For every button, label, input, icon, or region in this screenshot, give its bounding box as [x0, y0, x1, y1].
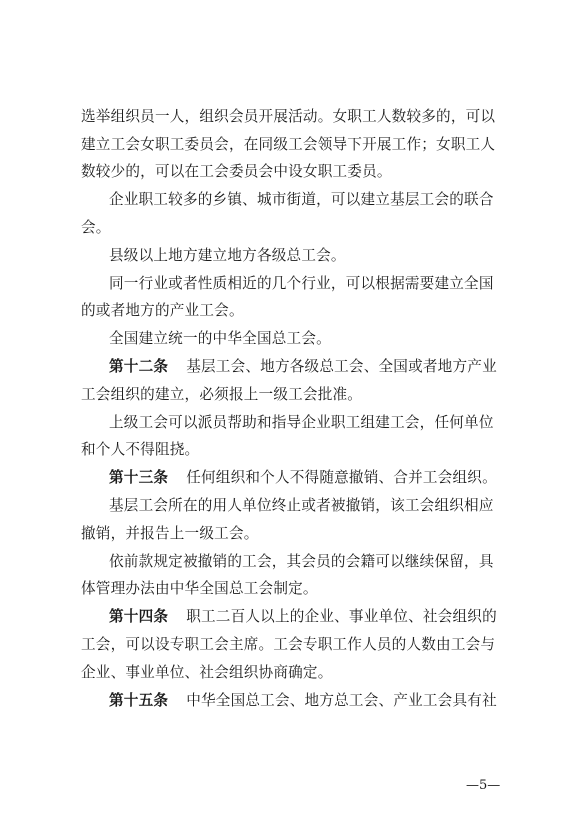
text-line: 体管理办法由中华全国总工会制定。	[81, 580, 318, 597]
text-span: 中华全国总工会、地方总工会、产业工会具有社	[186, 692, 497, 709]
article-14-heading: 第十四条	[109, 608, 169, 625]
text-line: 企业、事业单位、社会组织协商确定。	[81, 664, 333, 681]
article-15-line	[109, 692, 511, 710]
article-12-line	[109, 358, 511, 376]
text-span: 基层工会、地方各级总工会、全国或者地方产业	[186, 358, 497, 375]
text-line: 撤销，并报告上一级工会。	[81, 525, 259, 542]
text-span: 职工二百人以上的企业、事业单位、社会组织的	[186, 608, 497, 625]
text-line: 县级以上地方建立地方各级总工会。	[109, 247, 346, 264]
text-line: 基层工会所在的用人单位终止或者被撤销，该工会组织相应	[109, 497, 494, 514]
text-line: 依前款规定被撤销的工会，其会员的会籍可以继续保留，具	[109, 553, 494, 570]
article-15-heading: 第十五条	[109, 692, 169, 709]
text-line: 会。	[81, 219, 111, 236]
text-line: 企业职工较多的乡镇、城市街道，可以建立基层工会的联合	[109, 191, 494, 208]
text-line: 工会组织的建立，必须报上一级工会批准。	[81, 386, 363, 403]
text-line: 同一行业或者性质相近的几个行业，可以根据需要建立全国	[109, 275, 494, 292]
article-13-heading: 第十三条	[109, 469, 169, 486]
text-line: 的或者地方的产业工会。	[81, 302, 244, 319]
text-line: 全国建立统一的中华全国总工会。	[109, 330, 331, 347]
text-line: 数较少的，可以在工会委员会中设女职工委员。	[81, 163, 392, 180]
page-number: —5—	[466, 778, 501, 793]
article-13-line	[109, 469, 511, 487]
text-line: 和个人不得阻挠。	[81, 441, 200, 458]
text-line: 建立工会女职工委员会，在同级工会领导下开展工作；女职工人	[81, 136, 496, 153]
article-12-heading: 第十二条	[109, 358, 169, 375]
article-14-line	[109, 608, 511, 626]
text-line: 工会，可以设专职工会主席。工会专职工作人员的人数由工会与	[81, 636, 496, 653]
text-line: 上级工会可以派员帮助和指导企业职工组建工会，任何单位	[109, 414, 494, 431]
text-span: 任何组织和个人不得随意撤销、合并工会组织。	[186, 469, 497, 486]
text-line: 选举组织员一人，组织会员开展活动。女职工人数较多的，可以	[81, 108, 496, 125]
